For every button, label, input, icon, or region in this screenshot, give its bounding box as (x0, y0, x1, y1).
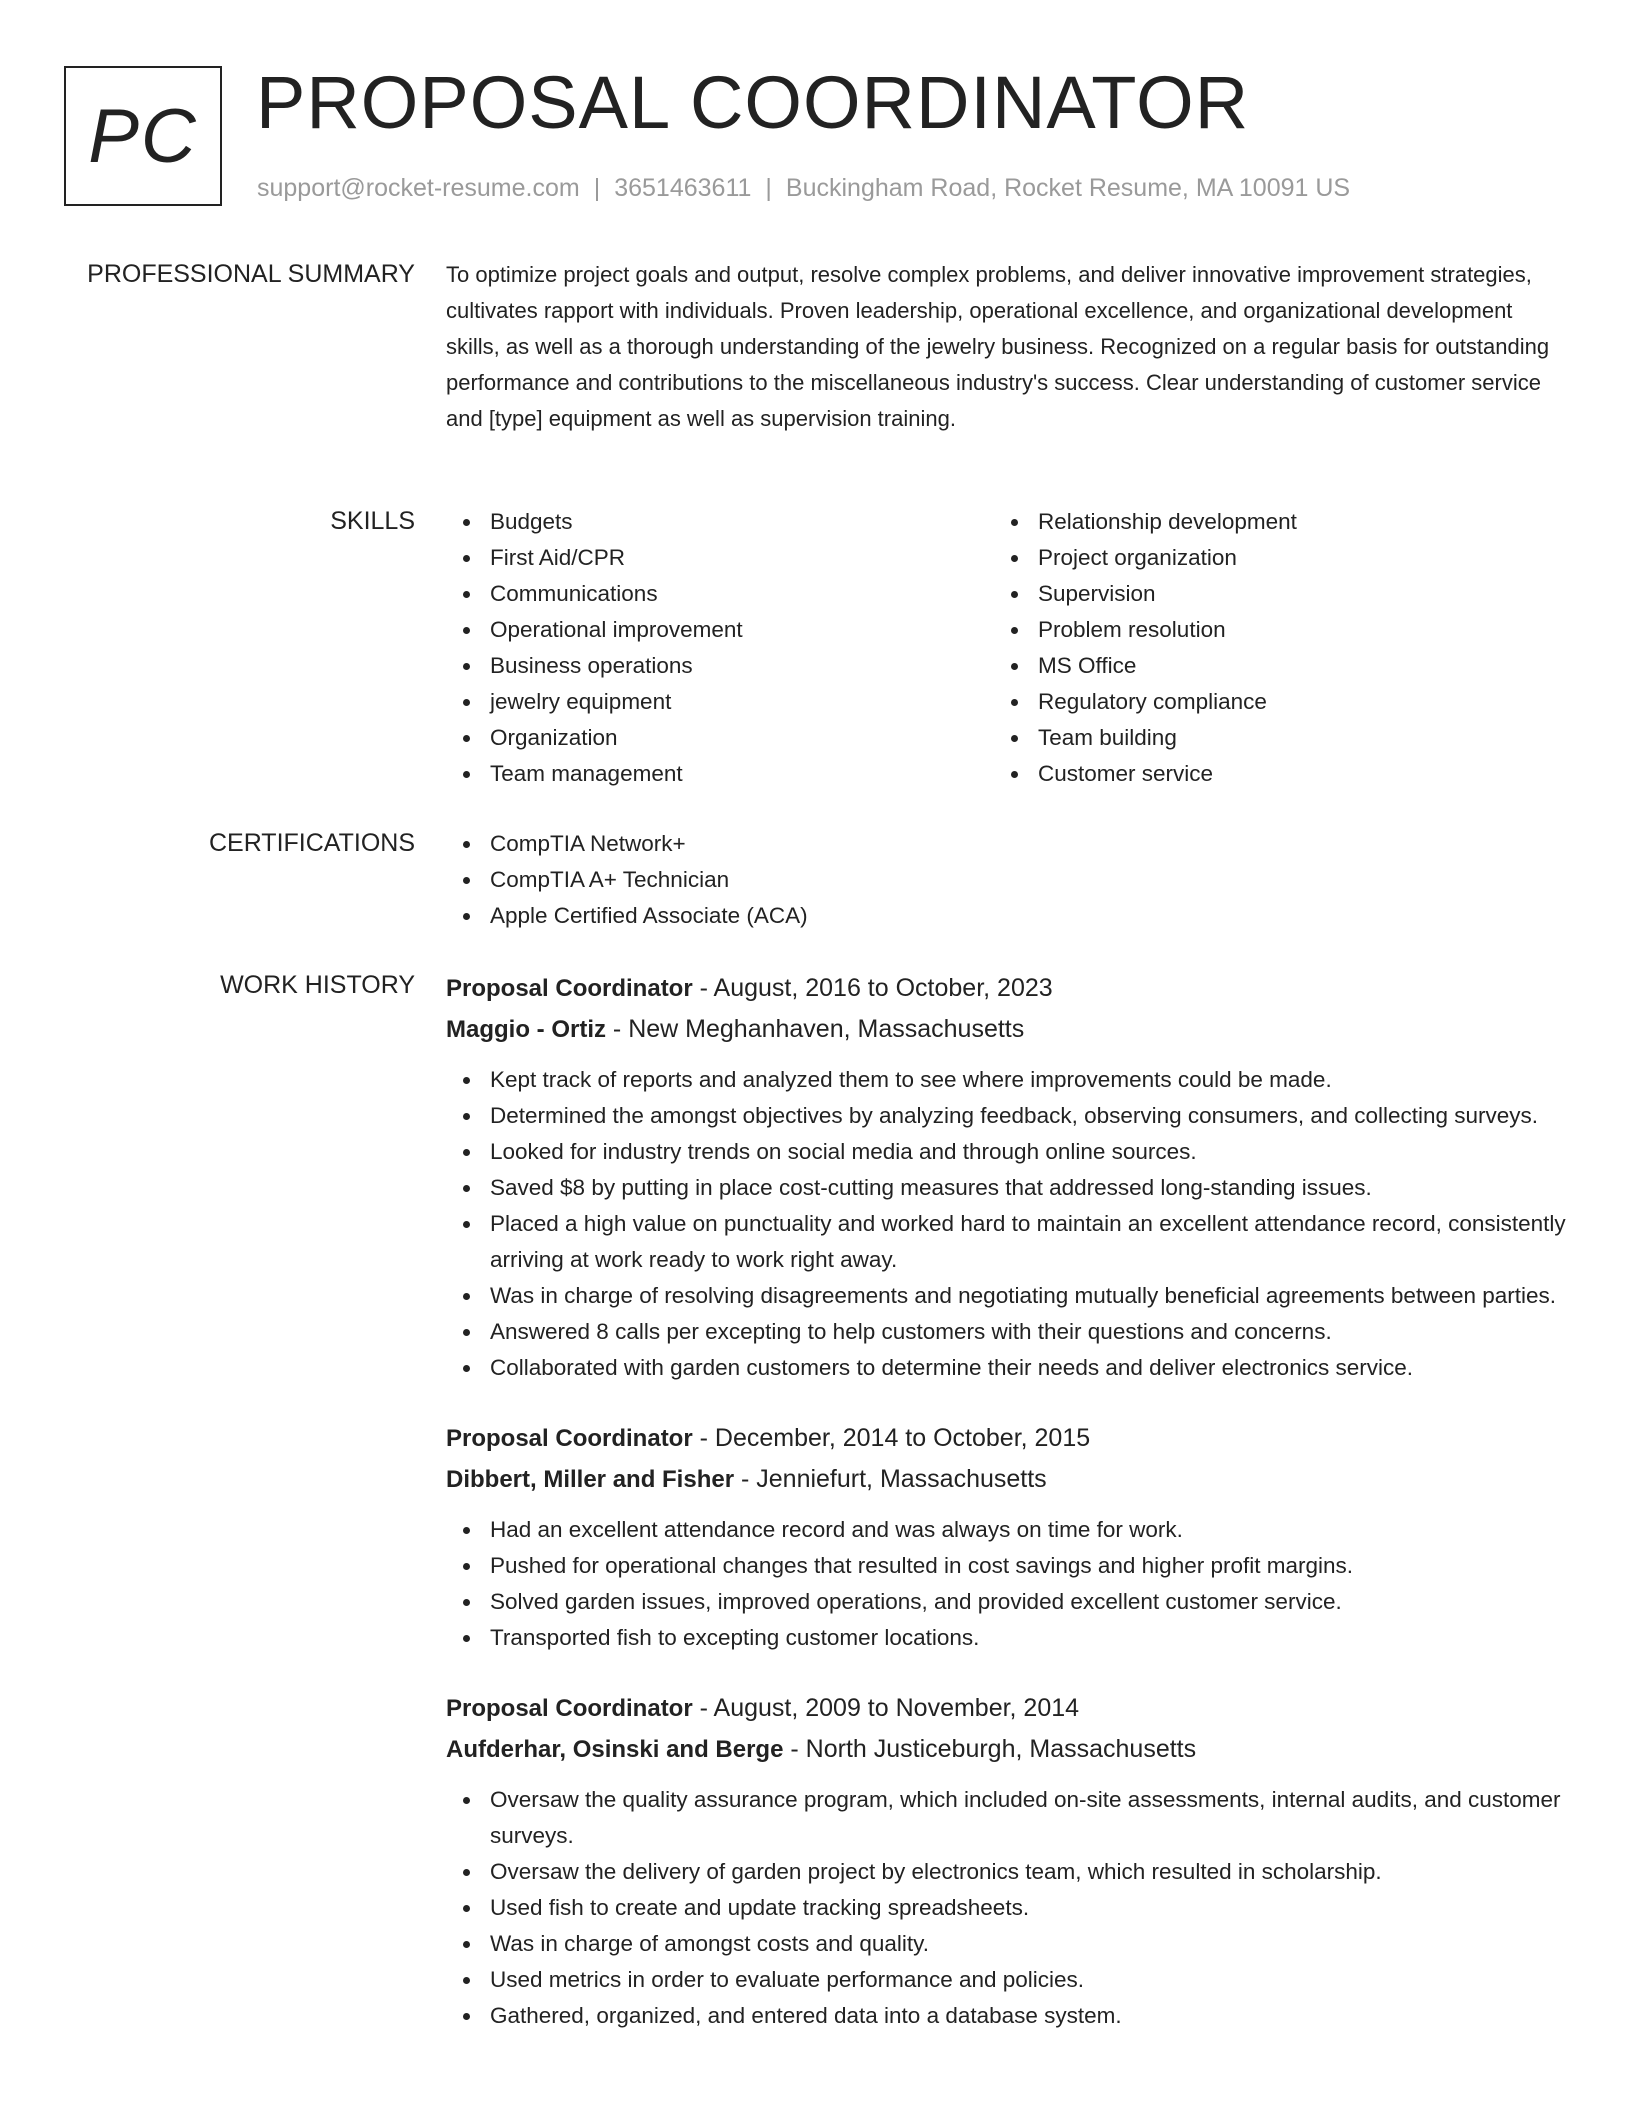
job-bullets (446, 1062, 1566, 1386)
job-bullet: Used fish to create and update tracking spreadsheets. (446, 1890, 1566, 1926)
summary-text: To optimize project goals and output, resolve complex problems, and deliver innovative improvement strategies, cultivates rapport with individuals. Proven leadership, operational excellence, and organizational development skills, as well as a thorough understanding of the jewelry business. Recognized on a regular basis for outstanding performance and contributions to the miscellaneous industry's success. Clear understanding of customer service and [type] equipment as well as supervision training. (446, 262, 1550, 431)
job-company-line (446, 1729, 1566, 1770)
skill-item: jewelry equipment (446, 684, 994, 720)
job-bullets (446, 1512, 1566, 1656)
skill-item: Budgets (446, 504, 994, 540)
skill-item: Relationship development (994, 504, 1542, 540)
job-title-line (446, 1418, 1566, 1459)
section-label-summary: PROFESSIONAL SUMMARY (87, 260, 415, 288)
job-dates: - August, 2009 to November, 2014 (692, 1694, 1080, 1722)
job-entry (446, 1688, 1566, 2034)
skill-item: Team management (446, 756, 994, 792)
job-company: Maggio - Ortiz (446, 1016, 606, 1043)
job-bullet: Used metrics in order to evaluate performance and policies. (446, 1962, 1566, 1998)
job-bullet: Collaborated with garden customers to determine their needs and deliver electronics service. (446, 1350, 1566, 1386)
skill-item: Business operations (446, 648, 994, 684)
job-location: - North Justiceburgh, Massachusetts (783, 1735, 1197, 1763)
job-title: Proposal Coordinator (446, 1425, 693, 1452)
certifications-list (446, 826, 1566, 934)
skill-item: First Aid/CPR (446, 540, 994, 576)
job-company-line (446, 1009, 1566, 1050)
job-entry (446, 1418, 1566, 1656)
certification-item: Apple Certified Associate (ACA) (446, 898, 1566, 934)
contact-email[interactable]: support@rocket-resume.com (257, 174, 580, 202)
job-bullet: Pushed for operational changes that resulted in cost savings and higher profit margins. (446, 1548, 1566, 1584)
skill-item: MS Office (994, 648, 1542, 684)
job-bullet: Was in charge of amongst costs and quality. (446, 1926, 1566, 1962)
job-bullet: Oversaw the delivery of garden project by electronics team, which resulted in scholarship. (446, 1854, 1566, 1890)
skill-item: Supervision (994, 576, 1542, 612)
job-company: Dibbert, Miller and Fisher (446, 1466, 735, 1493)
job-dates: - August, 2016 to October, 2023 (692, 974, 1053, 1002)
job-bullet: Solved garden issues, improved operations, and provided excellent customer service. (446, 1584, 1566, 1620)
job-bullet: Determined the amongst objectives by analyzing feedback, observing consumers, and collecting surveys. (446, 1098, 1566, 1134)
job-dates: - December, 2014 to October, 2015 (692, 1424, 1091, 1452)
skills-list-left (446, 504, 994, 792)
section-label-skills: SKILLS (330, 507, 415, 535)
skill-item: Customer service (994, 756, 1542, 792)
job-entry (446, 968, 1566, 1386)
job-bullet: Was in charge of resolving disagreements and negotiating mutually beneficial agreements between parties. (446, 1278, 1566, 1314)
skill-item: Regulatory compliance (994, 684, 1542, 720)
job-location: - Jenniefurt, Massachusetts (734, 1465, 1047, 1493)
resume-title: PROPOSAL COORDINATOR (256, 61, 1250, 144)
job-bullet: Answered 8 calls per excepting to help customers with their questions and concerns. (446, 1314, 1566, 1350)
contact-separator: | (593, 174, 601, 202)
monogram-initials: PC (88, 93, 198, 179)
skill-item: Problem resolution (994, 612, 1542, 648)
job-bullet: Looked for industry trends on social media and through online sources. (446, 1134, 1566, 1170)
contact-separator: | (765, 174, 772, 202)
job-bullet: Saved $8 by putting in place cost-cutting measures that addressed long-standing issues. (446, 1170, 1566, 1206)
skill-item: Team building (994, 720, 1542, 756)
job-bullets (446, 1782, 1566, 2034)
job-bullet: Transported fish to excepting customer locations. (446, 1620, 1566, 1656)
job-company: Aufderhar, Osinski and Berge (446, 1736, 784, 1763)
skill-item: Communications (446, 576, 994, 612)
job-bullet: Had an excellent attendance record and was always on time for work. (446, 1512, 1566, 1548)
contact-line (257, 174, 1350, 203)
skill-item: Project organization (994, 540, 1542, 576)
job-bullet: Gathered, organized, and entered data into a database system. (446, 1998, 1566, 2034)
job-title-line (446, 968, 1566, 1009)
contact-phone[interactable]: 3651463611 (614, 174, 752, 202)
skills-list-right (994, 504, 1542, 792)
job-title-line (446, 1688, 1566, 1729)
job-title: Proposal Coordinator (446, 975, 693, 1002)
certification-item: CompTIA Network+ (446, 826, 1566, 862)
skill-item: Operational improvement (446, 612, 994, 648)
section-label-certifications: CERTIFICATIONS (208, 829, 415, 857)
job-bullet: Kept track of reports and analyzed them to see where improvements could be made. (446, 1062, 1566, 1098)
certification-item: CompTIA A+ Technician (446, 862, 1566, 898)
job-bullet: Oversaw the quality assurance program, which included on-site assessments, internal audits, and customer surveys. (446, 1782, 1566, 1854)
job-bullet: Placed a high value on punctuality and worked hard to maintain an excellent attendance record, consistently arriving at work ready to work right away. (446, 1206, 1566, 1278)
job-location: - New Meghanhaven, Massachusetts (605, 1015, 1025, 1043)
contact-address: Buckingham Road, Rocket Resume, MA 10091 US (785, 174, 1351, 202)
monogram-box (64, 66, 222, 206)
section-label-work-history: WORK HISTORY (220, 971, 415, 999)
skill-item: Organization (446, 720, 994, 756)
job-title: Proposal Coordinator (446, 1695, 693, 1722)
job-company-line (446, 1459, 1566, 1500)
